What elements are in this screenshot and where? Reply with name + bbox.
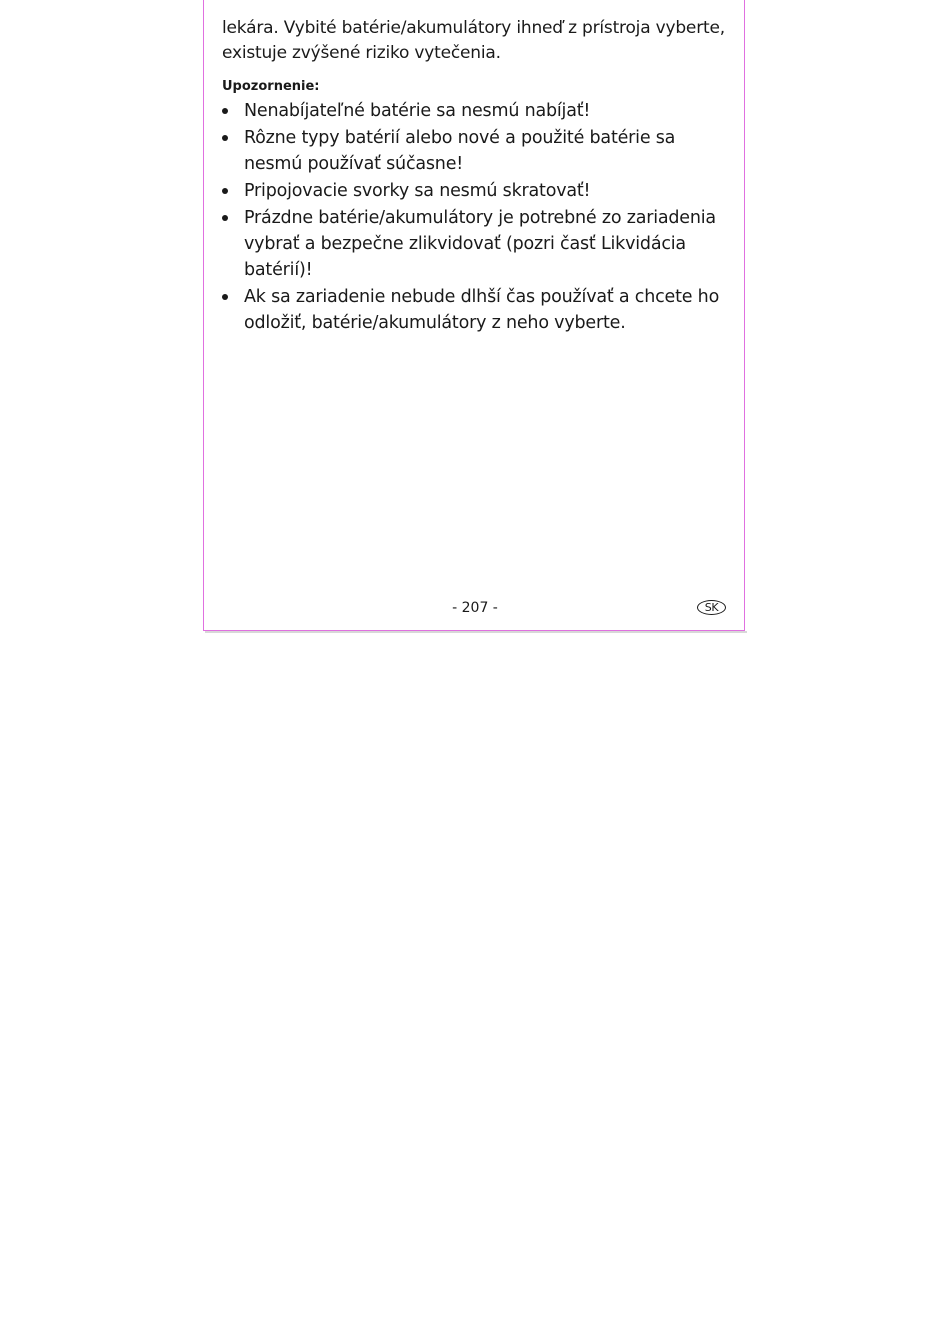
notice-list <box>222 98 727 336</box>
page-number: - 207 - <box>452 600 498 616</box>
list-item <box>222 125 727 177</box>
list-item <box>222 284 727 336</box>
list-item-text: Pripojovacie svorky sa nesmú skratovať! <box>244 181 591 201</box>
list-item <box>222 205 727 283</box>
bullet-icon <box>222 294 228 300</box>
list-item <box>222 178 727 204</box>
page-content <box>222 16 727 337</box>
page-shadow <box>205 631 747 633</box>
list-item-text: Prázdne batérie/akumulátory je potrebné zo zariadenia vybrať a bezpečne zlikvidovať (pozri časť Likvidácia batérií)! <box>244 208 716 280</box>
list-item-text: Rôzne typy batérií alebo nové a použité batérie sa nesmú používať súčasne! <box>244 128 676 174</box>
bullet-icon <box>222 135 228 141</box>
intro-line-1: lekára. Vybité batérie/akumulátory ihneď z prístroja vyberte, <box>222 18 725 38</box>
intro-line-2: existuje zvýšené riziko vytečenia. <box>222 43 501 63</box>
list-item <box>222 98 727 124</box>
bullet-icon <box>222 108 228 114</box>
language-badge: SK <box>697 600 726 615</box>
bullet-icon <box>222 215 228 221</box>
list-item-text: Nenabíjateľné batérie sa nesmú nabíjať! <box>244 101 591 121</box>
bullet-icon <box>222 188 228 194</box>
notice-heading: Upozornenie: <box>222 79 320 94</box>
list-item-text: Ak sa zariadenie nebude dlhší čas používať a chcete ho odložiť, batérie/akumulátory z neho vyberte. <box>244 287 720 333</box>
intro-paragraph <box>222 16 727 66</box>
